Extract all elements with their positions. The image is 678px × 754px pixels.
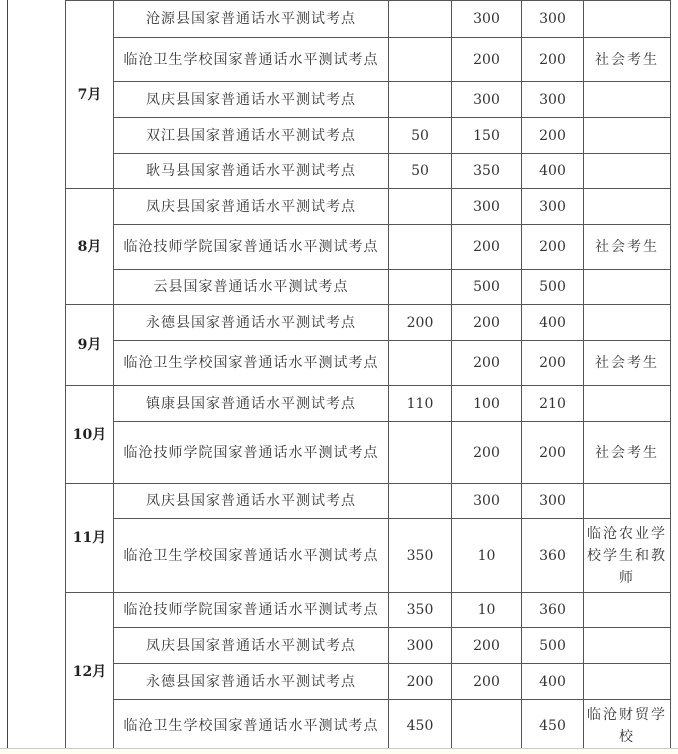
table-row <box>66 270 671 305</box>
site-cell: 凤庆县国家普通话水平测试考点 <box>114 628 389 664</box>
site-cell: 临沧卫生学校国家普通话水平测试考点 <box>114 341 389 386</box>
table-row <box>66 386 671 422</box>
count-b-cell: 10 <box>452 519 522 593</box>
count-a-cell: 200 <box>389 305 452 341</box>
note-cell <box>584 628 671 664</box>
month-cell: 9月 <box>66 305 114 386</box>
total-cell: 300 <box>522 189 584 225</box>
total-cell: 200 <box>522 118 584 154</box>
table-row <box>66 519 671 593</box>
count-a-cell <box>389 82 452 118</box>
note-cell <box>584 484 671 519</box>
count-a-cell <box>389 484 452 519</box>
note-cell <box>584 664 671 700</box>
count-a-cell: 50 <box>389 118 452 154</box>
note-cell <box>584 305 671 341</box>
site-cell: 临沧技师学院国家普通话水平测试考点 <box>114 225 389 270</box>
note-cell <box>584 593 671 628</box>
month-cell: 8月 <box>66 189 114 305</box>
table-row <box>66 700 671 752</box>
count-b-cell: 10 <box>452 593 522 628</box>
count-b-cell: 200 <box>452 664 522 700</box>
count-b-cell: 200 <box>452 305 522 341</box>
table-row <box>66 628 671 664</box>
table-row <box>66 82 671 118</box>
site-cell: 沧源县国家普通话水平测试考点 <box>114 1 389 38</box>
table-row <box>66 189 671 225</box>
total-cell: 360 <box>522 519 584 593</box>
note-cell <box>584 1 671 38</box>
total-cell: 300 <box>522 484 584 519</box>
site-cell: 临沧卫生学校国家普通话水平测试考点 <box>114 38 389 82</box>
total-cell: 210 <box>522 386 584 422</box>
note-cell: 社会考生 <box>584 225 671 270</box>
count-b-cell: 200 <box>452 422 522 484</box>
total-cell: 450 <box>522 700 584 752</box>
count-b-cell: 300 <box>452 189 522 225</box>
test-schedule-table <box>65 0 671 752</box>
total-cell: 500 <box>522 628 584 664</box>
total-cell: 360 <box>522 593 584 628</box>
count-a-cell <box>389 38 452 82</box>
total-cell: 200 <box>522 341 584 386</box>
site-cell: 凤庆县国家普通话水平测试考点 <box>114 189 389 225</box>
month-cell: 11月 <box>66 484 114 593</box>
note-cell: 社会考生 <box>584 341 671 386</box>
site-cell: 临沧卫生学校国家普通话水平测试考点 <box>114 700 389 752</box>
count-a-cell: 110 <box>389 386 452 422</box>
count-a-cell: 200 <box>389 664 452 700</box>
count-b-cell: 350 <box>452 154 522 189</box>
count-b-cell: 200 <box>452 225 522 270</box>
count-b-cell: 200 <box>452 341 522 386</box>
note-cell <box>584 270 671 305</box>
count-a-cell: 350 <box>389 519 452 593</box>
site-cell: 镇康县国家普通话水平测试考点 <box>114 386 389 422</box>
table-row <box>66 38 671 82</box>
count-a-cell <box>389 225 452 270</box>
count-a-cell <box>389 270 452 305</box>
count-a-cell: 50 <box>389 154 452 189</box>
count-a-cell: 350 <box>389 593 452 628</box>
count-a-cell: 450 <box>389 700 452 752</box>
note-cell <box>584 189 671 225</box>
count-b-cell: 300 <box>452 484 522 519</box>
note-cell: 社会考生 <box>584 422 671 484</box>
note-cell <box>584 154 671 189</box>
table-row <box>66 484 671 519</box>
count-b-cell: 150 <box>452 118 522 154</box>
month-cell: 10月 <box>66 386 114 484</box>
note-cell <box>584 82 671 118</box>
total-cell: 400 <box>522 305 584 341</box>
total-cell: 300 <box>522 1 584 38</box>
total-cell: 200 <box>522 422 584 484</box>
count-b-cell: 100 <box>452 386 522 422</box>
site-cell: 凤庆县国家普通话水平测试考点 <box>114 484 389 519</box>
count-a-cell <box>389 341 452 386</box>
table-row <box>66 305 671 341</box>
note-cell: 临沧财贸学校 <box>584 700 671 752</box>
site-cell: 云县国家普通话水平测试考点 <box>114 270 389 305</box>
page-edge <box>0 0 8 753</box>
count-a-cell: 300 <box>389 628 452 664</box>
note-cell: 临沧农业学校学生和教师 <box>584 519 671 593</box>
note-cell: 社会考生 <box>584 38 671 82</box>
month-cell: 12月 <box>66 593 114 752</box>
total-cell: 200 <box>522 225 584 270</box>
total-cell: 400 <box>522 664 584 700</box>
page-bottom-edge <box>0 748 678 754</box>
note-cell <box>584 386 671 422</box>
total-cell: 400 <box>522 154 584 189</box>
site-cell: 凤庆县国家普通话水平测试考点 <box>114 82 389 118</box>
table-row <box>66 341 671 386</box>
count-b-cell: 200 <box>452 628 522 664</box>
count-b-cell: 200 <box>452 38 522 82</box>
table-row <box>66 422 671 484</box>
count-b-cell: 300 <box>452 82 522 118</box>
table-row <box>66 664 671 700</box>
count-a-cell <box>389 189 452 225</box>
count-b-cell: 500 <box>452 270 522 305</box>
table-row <box>66 593 671 628</box>
month-cell: 7月 <box>66 1 114 189</box>
table-row <box>66 1 671 38</box>
site-cell: 双江县国家普通话水平测试考点 <box>114 118 389 154</box>
table-row <box>66 154 671 189</box>
table-row <box>66 118 671 154</box>
count-b-cell: 300 <box>452 1 522 38</box>
count-b-cell <box>452 700 522 752</box>
total-cell: 200 <box>522 38 584 82</box>
note-cell <box>584 118 671 154</box>
total-cell: 300 <box>522 82 584 118</box>
count-a-cell <box>389 1 452 38</box>
site-cell: 永德县国家普通话水平测试考点 <box>114 664 389 700</box>
site-cell: 永德县国家普通话水平测试考点 <box>114 305 389 341</box>
count-a-cell <box>389 422 452 484</box>
site-cell: 临沧技师学院国家普通话水平测试考点 <box>114 422 389 484</box>
table-row <box>66 225 671 270</box>
site-cell: 耿马县国家普通话水平测试考点 <box>114 154 389 189</box>
site-cell: 临沧卫生学校国家普通话水平测试考点 <box>114 519 389 593</box>
total-cell: 500 <box>522 270 584 305</box>
site-cell: 临沧技师学院国家普通话水平测试考点 <box>114 593 389 628</box>
